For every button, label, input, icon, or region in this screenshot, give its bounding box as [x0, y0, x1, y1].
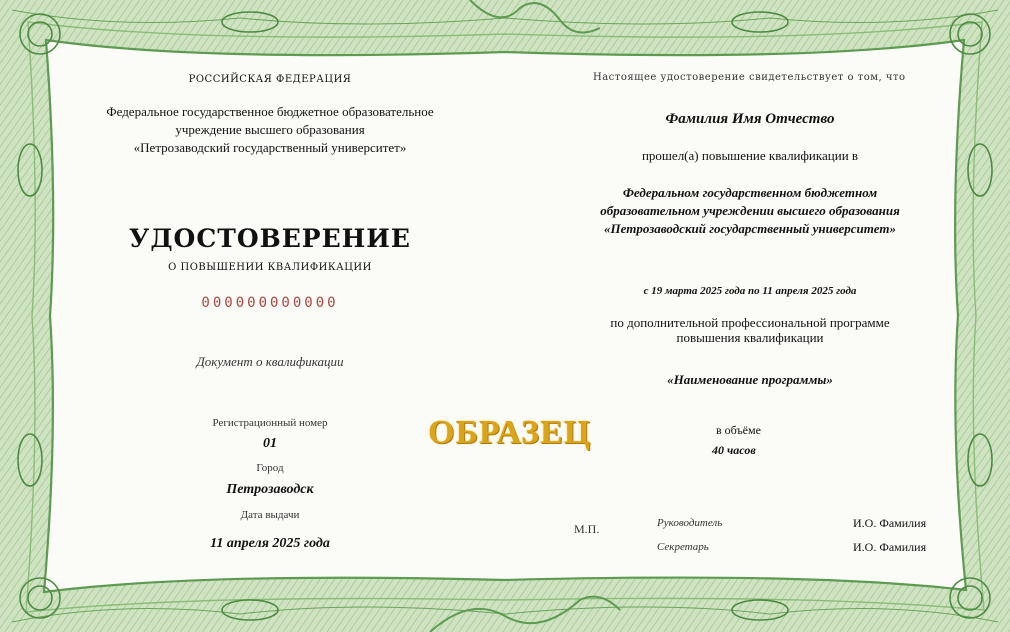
org-line-2: учреждение высшего образования: [175, 122, 365, 137]
institution-line-3: «Петрозаводский государственный университет»: [604, 221, 896, 236]
document-subtitle: О ПОВЫШЕНИИ КВАЛИФИКАЦИИ: [168, 262, 372, 273]
org-line-1: Федеральное государственное бюджетное образовательное: [106, 104, 434, 119]
sample-watermark: ОБРАЗЕЦ: [428, 414, 592, 451]
program-name: «Наименование программы»: [667, 372, 833, 387]
issue-date-value: 11 апреля 2025 года: [210, 536, 330, 551]
reg-number-value: 01: [263, 436, 277, 451]
issue-date-label: Дата выдачи: [240, 509, 300, 521]
secretary-label: Секретарь: [657, 541, 709, 553]
seal-placeholder: М.П.: [574, 522, 600, 536]
secretary-name: И.О. Фамилия: [853, 540, 927, 554]
intro-text: Настоящее удостоверение свидетельствует о том, что: [593, 72, 906, 83]
training-period: с 19 марта 2025 года по 11 апреля 2025 года: [643, 285, 857, 297]
org-line-3: «Петрозаводский государственный университет»: [133, 140, 407, 155]
volume-label: в объёме: [716, 423, 761, 437]
institution-line-1: Федеральном государственном бюджетном: [622, 185, 878, 200]
passed-text: прошел(а) повышение квалификации в: [641, 148, 859, 163]
institution-line-2: образовательном учреждении высшего образования: [600, 203, 900, 218]
city-value: Петрозаводск: [226, 482, 314, 497]
serial-number-value: 000000000000: [201, 295, 339, 311]
head-name: И.О. Фамилия: [853, 516, 927, 530]
document-type: Документ о квалификации: [196, 354, 344, 369]
program-line-1: по дополнительной профессиональной программе: [610, 315, 890, 330]
reg-number-label: Регистрационный номер: [212, 417, 328, 429]
serial-number: [60, 294, 480, 312]
person-name: Фамилия Имя Отчество: [665, 111, 835, 127]
document-title: УДОСТОВЕРЕНИЕ: [129, 224, 411, 253]
country-label: РОССИЙСКАЯ ФЕДЕРАЦИЯ: [188, 74, 352, 85]
volume-value: 40 часов: [712, 443, 756, 457]
program-line-2: повышения квалификации: [676, 330, 824, 345]
city-label: Город: [256, 462, 284, 474]
head-label: Руководитель: [657, 517, 723, 529]
